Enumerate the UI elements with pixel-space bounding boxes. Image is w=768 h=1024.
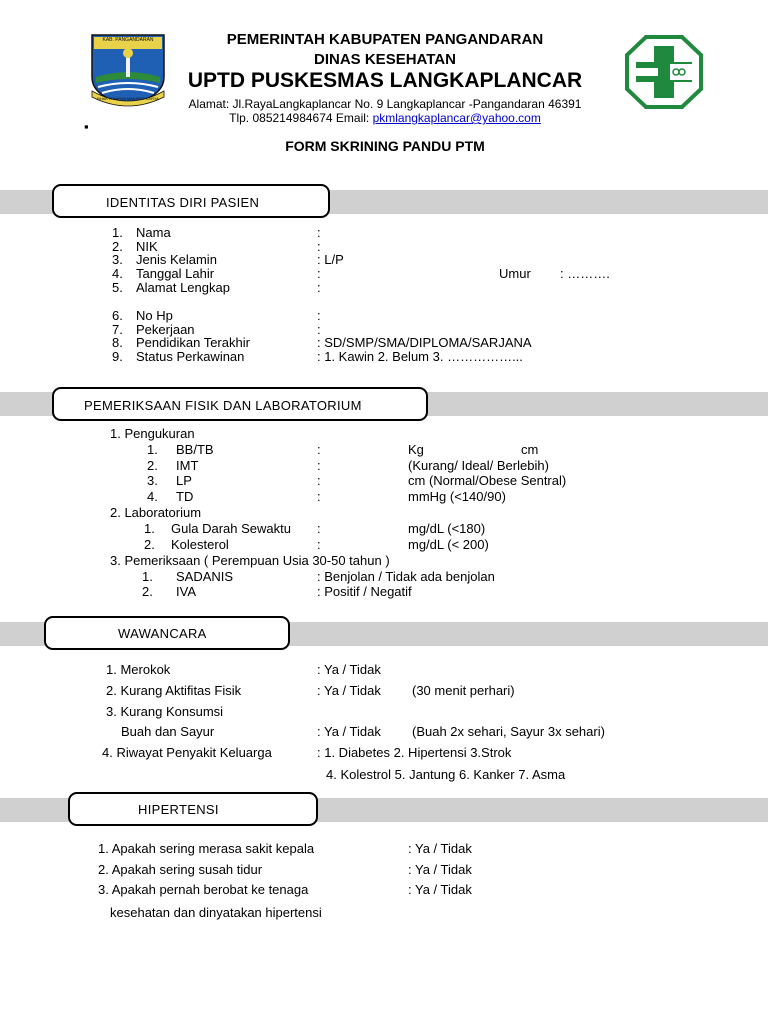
pengukuran-colon: : — [317, 489, 321, 504]
wawancara-row-value: : Ya / Tidak — [317, 662, 381, 677]
identitas-row-label: Tanggal Lahir — [136, 266, 215, 281]
group-laboratorium: 2. Laboratorium — [110, 505, 202, 520]
pemeriksaan-perempuan-value: : Positif / Negatif — [317, 584, 412, 599]
identitas-row-num: 1. — [112, 225, 123, 240]
wawancara-row-label: 4. Riwayat Penyakit Keluarga — [102, 745, 272, 760]
identitas-row-label: NIK — [136, 239, 158, 254]
identitas-row-value: : — [317, 308, 321, 323]
identitas-row-num: 6. — [112, 308, 123, 323]
logo-left-top-text: KAB. PANGANDARAN — [102, 37, 154, 43]
header-line3: UPTD PUSKESMAS LANGKAPLANCAR — [187, 69, 583, 92]
pemeriksaan-perempuan-num: 1. — [142, 569, 153, 584]
wawancara-row-value: : 1. Diabetes 2. Hipertensi 3.Strok — [317, 745, 512, 760]
header-line2: DINAS KESEHATAN — [314, 51, 456, 68]
pengukuran-num: 2. — [147, 458, 158, 473]
wawancara-continuation: 4. Kolestrol 5. Jantung 6. Kanker 7. Asma — [326, 767, 566, 782]
puskesmas-cross-icon — [624, 34, 704, 110]
pengukuran-value: Kg — [408, 442, 424, 457]
pengukuran-colon: : — [317, 442, 321, 457]
header-line1: PEMERINTAH KABUPATEN PANGANDARAN — [226, 31, 544, 48]
hipertensi-continuation: kesehatan dan dinyatakan hipertensi — [110, 905, 322, 920]
laboratorium-label: Kolesterol — [171, 537, 229, 552]
identitas-row-label: Pendidikan Terakhir — [136, 335, 250, 350]
identitas-row-label: Pekerjaan — [136, 322, 195, 337]
section-title-hipertensi: HIPERTENSI — [138, 802, 219, 817]
identitas-row-num: 7. — [112, 322, 123, 337]
identitas-row-value: : — [317, 280, 321, 295]
section-title-identitas: IDENTITAS DIRI PASIEN — [106, 195, 260, 210]
identitas-row-label: Nama — [136, 225, 171, 240]
identitas-row-num: 5. — [112, 280, 123, 295]
pengukuran-num: 1. — [147, 442, 158, 457]
identitas-row-num: 9. — [112, 349, 123, 364]
umur-label: Umur — [499, 266, 531, 281]
laboratorium-value: mg/dL (< 200) — [408, 537, 489, 552]
laboratorium-num: 1. — [144, 521, 155, 536]
hipertensi-row-label: 2. Apakah sering susah tidur — [98, 862, 263, 877]
pemeriksaan-perempuan-num: 2. — [142, 584, 153, 599]
pengukuran-num: 3. — [147, 473, 158, 488]
wawancara-row-value: : Ya / Tidak — [317, 683, 381, 698]
section-title-pemeriksaan: PEMERIKSAAN FISIK DAN LABORATORIUM — [84, 398, 362, 413]
identitas-row-value: : 1. Kawin 2. Belum 3. ……………... — [317, 349, 523, 364]
pemeriksaan-perempuan-label: IVA — [176, 584, 196, 599]
hipertensi-row-value: : Ya / Tidak — [408, 882, 472, 897]
laboratorium-colon: : — [317, 521, 321, 536]
form-title: FORM SKRINING PANDU PTM — [285, 138, 485, 154]
pengukuran-colon: : — [317, 473, 321, 488]
identitas-row-value: : — [317, 266, 321, 281]
wawancara-row-value: : Ya / Tidak — [317, 724, 381, 739]
wawancara-row-note: (30 menit perhari) — [412, 683, 515, 698]
identitas-row-label: Jenis Kelamin — [136, 252, 217, 267]
laboratorium-value: mg/dL (<180) — [408, 521, 486, 536]
identitas-row-label: Status Perkawinan — [136, 349, 245, 364]
identitas-row-num: 3. — [112, 252, 123, 267]
pengukuran-label: BB/TB — [176, 442, 214, 457]
header-contact — [160, 111, 610, 125]
pemeriksaan-perempuan-value: : Benjolan / Tidak ada benjolan — [317, 569, 495, 584]
pengukuran-label: IMT — [176, 458, 199, 473]
pengukuran-colon: : — [317, 458, 321, 473]
bullet-mark: ▪ — [84, 119, 89, 134]
identitas-row-value: : SD/SMP/SMA/DIPLOMA/SARJANA — [317, 335, 532, 350]
group-pengukuran: 1. Pengukuran — [110, 426, 195, 441]
wawancara-row-label: 3. Kurang Konsumsi — [106, 704, 224, 719]
section-title-wawancara: WAWANCARA — [118, 626, 207, 641]
wawancara-row-note: (Buah 2x sehari, Sayur 3x sehari) — [412, 724, 605, 739]
identitas-row-num: 4. — [112, 266, 123, 281]
pengukuran-num: 4. — [147, 489, 158, 504]
logo-left-bottom-text: BHAKTI KARYA MAKARTI KARYA — [97, 96, 159, 101]
header-phone: Tlp. 085214984674 Email: — [229, 111, 373, 125]
pengukuran-value: (Kurang/ Ideal/ Berlebih) — [408, 458, 549, 473]
wawancara-row-label: 1. Merokok — [106, 662, 171, 677]
identitas-row-label: No Hp — [136, 308, 173, 323]
group-pemeriksaan-perempuan: 3. Pemeriksaan ( Perempuan Usia 30-50 tahun ) — [110, 553, 390, 568]
wawancara-row-label: Buah dan Sayur — [121, 724, 215, 739]
umur-value: : ………. — [560, 266, 610, 281]
pengukuran-extra: cm — [521, 442, 539, 457]
header-email-link[interactable]: pkmlangkaplancar@yahoo.com — [372, 111, 541, 125]
identitas-row-value: : L/P — [317, 252, 344, 267]
laboratorium-num: 2. — [144, 537, 155, 552]
laboratorium-label: Gula Darah Sewaktu — [171, 521, 291, 536]
identitas-row-value: : — [317, 225, 321, 240]
hipertensi-row-value: : Ya / Tidak — [408, 841, 472, 856]
pengukuran-value: mmHg (<140/90) — [408, 489, 506, 504]
identitas-row-label: Alamat Lengkap — [136, 280, 230, 295]
pengukuran-label: LP — [176, 473, 192, 488]
pemeriksaan-perempuan-label: SADANIS — [176, 569, 234, 584]
pengukuran-label: TD — [176, 489, 194, 504]
hipertensi-row-value: : Ya / Tidak — [408, 862, 472, 877]
hipertensi-row-label: 1. Apakah sering merasa sakit kepala — [98, 841, 315, 856]
pengukuran-value: cm (Normal/Obese Sentral) — [408, 473, 567, 488]
wawancara-row-label: 2. Kurang Aktifitas Fisik — [106, 683, 242, 698]
identitas-row-value: : — [317, 322, 321, 337]
identitas-row-value: : — [317, 239, 321, 254]
header-address: Alamat: Jl.RayaLangkaplancar No. 9 Langkaplancar -Pangandaran 46391 — [188, 97, 582, 111]
laboratorium-colon: : — [317, 537, 321, 552]
identitas-row-num: 8. — [112, 335, 123, 350]
logo-puskesmas — [624, 34, 704, 110]
hipertensi-row-label: 3. Apakah pernah berobat ke tenaga — [98, 882, 309, 897]
identitas-row-num: 2. — [112, 239, 123, 254]
logo-kabupaten — [88, 31, 168, 107]
